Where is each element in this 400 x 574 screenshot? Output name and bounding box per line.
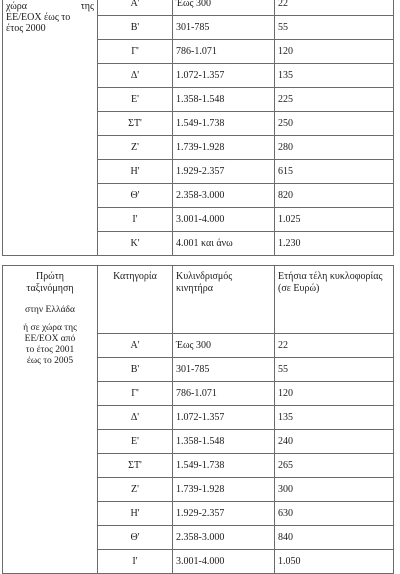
fee-cell: 630 [275, 502, 394, 526]
first-registration-cell [3, 266, 98, 574]
table-row [3, 0, 394, 16]
fee-cell: 135 [275, 64, 394, 88]
category-cell: Α' [98, 334, 173, 358]
category-cell: Α' [98, 0, 173, 16]
fee-cell: 615 [275, 160, 394, 184]
category-cell: Θ' [98, 526, 173, 550]
period-line2: ΕΕ/ΕΟΧ έως το [6, 12, 71, 23]
first-registration-header [6, 271, 94, 295]
category-cell: ΣΤ' [98, 454, 173, 478]
period-line5: έως το 2005 [26, 356, 74, 366]
header-first-line1: Πρώτη [35, 271, 65, 282]
period-line1-right: της [80, 1, 94, 12]
fee-cell: 1.230 [275, 232, 394, 256]
first-registration-cell [3, 0, 98, 256]
displacement-cell: 2.358-3.000 [173, 526, 275, 550]
displacement-cell: 3.001-4.000 [173, 208, 275, 232]
period-line3: έτος 2000 [6, 23, 46, 34]
period-line1-left: χώρα [6, 1, 28, 12]
category-cell: Δ' [98, 406, 173, 430]
displacement-cell: 786-1.071 [173, 382, 275, 406]
category-cell: Ι' [98, 208, 173, 232]
category-cell: Γ' [98, 382, 173, 406]
fee-cell: 300 [275, 478, 394, 502]
fee-cell: 120 [275, 382, 394, 406]
category-cell: Ζ' [98, 136, 173, 160]
period-line2: ή σε χώρα της [23, 323, 77, 333]
fee-cell: 280 [275, 136, 394, 160]
category-cell: Δ' [98, 64, 173, 88]
category-cell: Ε' [98, 88, 173, 112]
fee-cell: 135 [275, 406, 394, 430]
displacement-cell: 1.929-2.357 [173, 502, 275, 526]
displacement-cell: 4.001 και άνω [173, 232, 275, 256]
displacement-cell: 1.739-1.928 [173, 478, 275, 502]
period-line3: ΕΕ/ΕΟΧ από [24, 334, 76, 344]
first-registration-period [6, 1, 94, 34]
category-cell: Β' [98, 358, 173, 382]
category-cell: Η' [98, 160, 173, 184]
header-annual-fee: Ετήσια τέλη κυκλοφορίας (σε Ευρώ) [275, 266, 394, 334]
fee-cell: 240 [275, 430, 394, 454]
fee-cell: 265 [275, 454, 394, 478]
displacement-cell: 1.739-1.928 [173, 136, 275, 160]
fee-cell: 820 [275, 184, 394, 208]
displacement-cell: 1.549-1.738 [173, 112, 275, 136]
displacement-cell: 1.358-1.548 [173, 88, 275, 112]
fee-cell: 250 [275, 112, 394, 136]
category-cell: Κ' [98, 232, 173, 256]
displacement-cell: Έως 300 [173, 334, 275, 358]
period-line1: στην Ελλάδα [24, 305, 76, 315]
table-header-row [3, 266, 394, 334]
fee-cell: 120 [275, 40, 394, 64]
category-cell: Θ' [98, 184, 173, 208]
category-cell: ΣΤ' [98, 112, 173, 136]
displacement-cell: 1.549-1.738 [173, 454, 275, 478]
displacement-cell: 301-785 [173, 358, 275, 382]
header-first-line2: ταξινόμηση [26, 283, 74, 294]
fee-cell: 22 [275, 334, 394, 358]
displacement-cell: 786-1.071 [173, 40, 275, 64]
category-cell: Ε' [98, 430, 173, 454]
fees-table-until-2000 [2, 0, 394, 256]
fee-cell: 22 [275, 0, 394, 16]
period-line4: το έτος 2001 [25, 345, 75, 355]
fee-cell: 1.050 [275, 550, 394, 574]
category-cell: Ι' [98, 550, 173, 574]
displacement-cell: 3.001-4.000 [173, 550, 275, 574]
header-category: Κατηγορία [98, 266, 173, 334]
category-cell: Ζ' [98, 478, 173, 502]
displacement-cell: 301-785 [173, 16, 275, 40]
header-displacement: Κυλινδρισμός κινητήρα [173, 266, 275, 334]
fee-cell: 840 [275, 526, 394, 550]
first-registration-period [6, 305, 94, 367]
displacement-cell: 2.358-3.000 [173, 184, 275, 208]
displacement-cell: 1.072-1.357 [173, 64, 275, 88]
category-cell: Η' [98, 502, 173, 526]
fee-cell: 55 [275, 358, 394, 382]
displacement-cell: 1.072-1.357 [173, 406, 275, 430]
fee-cell: 225 [275, 88, 394, 112]
fees-table-2001-2005 [2, 265, 394, 574]
displacement-cell: Έως 300 [173, 0, 275, 16]
displacement-cell: 1.929-2.357 [173, 160, 275, 184]
displacement-cell: 1.358-1.548 [173, 430, 275, 454]
fee-cell: 1.025 [275, 208, 394, 232]
category-cell: Β' [98, 16, 173, 40]
fee-cell: 55 [275, 16, 394, 40]
category-cell: Γ' [98, 40, 173, 64]
